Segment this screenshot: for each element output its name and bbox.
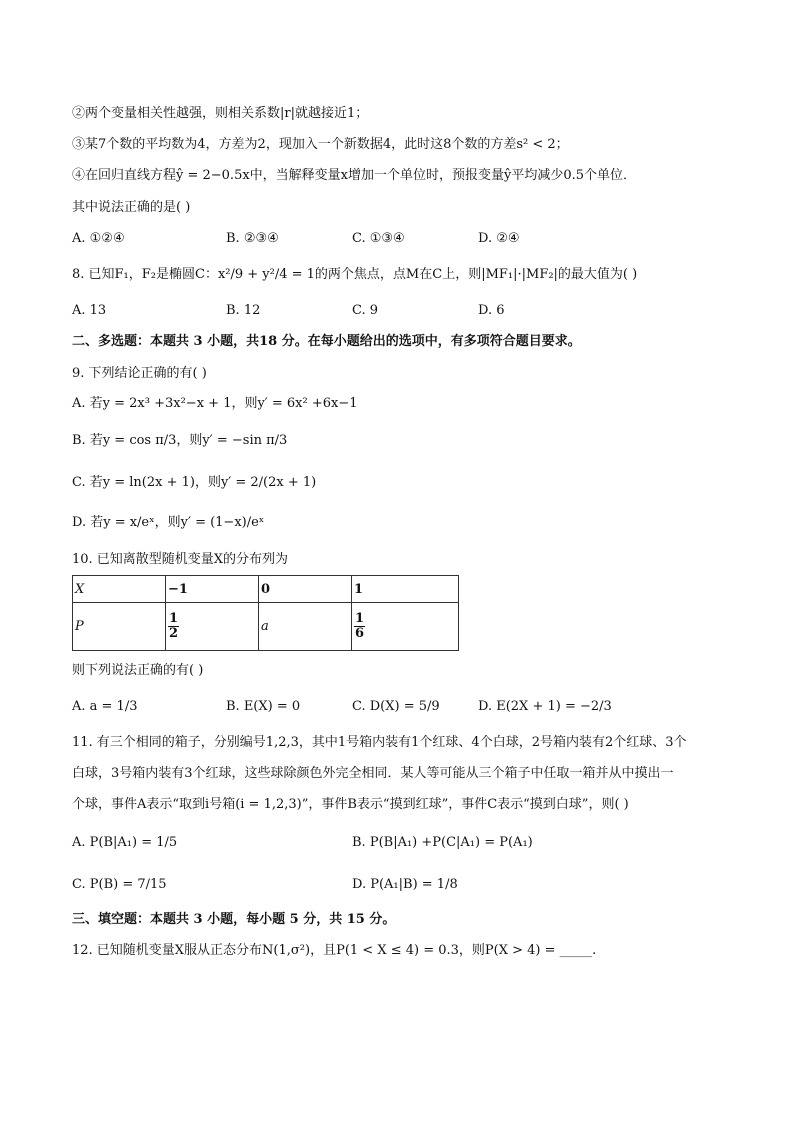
q11-options-row-2 [72, 876, 732, 898]
q7-prompt: 其中说法正确的是( ) [72, 200, 191, 215]
q11-options-row-1 [72, 834, 732, 856]
section-3-header: 三、填空题：本题共 3 小题，每小题 5 分，共 15 分。 [72, 912, 396, 927]
table-cell-p-neg1 [166, 603, 259, 651]
table-cell-value-neg1: −1 [166, 576, 259, 603]
section-2-header: 二、多选题：本题共 3 小题，共18 分。在每小题给出的选项中，有多项符合题目要求。 [72, 334, 581, 349]
q10-option-d: D. E(2X + 1) = −2/3 [478, 699, 612, 714]
fraction [354, 612, 365, 641]
q7-option-b: B. ②③④ [226, 231, 279, 246]
table-cell-p-header: P [73, 603, 166, 651]
q9-option-c: C. 若y = ln(2x + 1)，则y′ = 2/(2x + 1) [72, 475, 317, 490]
q11-line-1: 11. 有三个相同的箱子，分别编号1,2,3，其中1号箱内装有1个红球、4个白球，2号箱内装有2个红球、3个 [72, 735, 687, 750]
table-cell-value-1: 1 [352, 576, 459, 603]
q10-option-b: B. E(X) = 0 [226, 699, 301, 714]
table-cell-p-0: a [259, 603, 352, 651]
q7-option-c: C. ①③④ [352, 231, 405, 246]
q8-stem: 8. 已知F₁，F₂是椭圆C：x²/9 + y²/4 = 1的两个焦点，点M在C上，则|MF₁|·|MF₂|的最大值为( ) [72, 267, 638, 282]
q8-option-a: A. 13 [72, 303, 107, 318]
q10-stem: 10. 已知离散型随机变量X的分布列为 [72, 552, 289, 567]
q10-options [72, 698, 732, 720]
table-row [73, 576, 459, 603]
q7-option-d: D. ②④ [478, 231, 520, 246]
q11-line-3: 个球，事件A表示“取到i号箱(i = 1,2,3)”，事件B表示“摸到红球”，事件C表示“摸到白球”，则( ) [72, 797, 629, 812]
table-cell-value-0: 0 [259, 576, 352, 603]
q7-options [72, 230, 732, 252]
q11-line-2: 白球，3号箱内装有3个红球，这些球除颜色外完全相同．某人等可能从三个箱子中任取一箱并从中摸出一 [72, 766, 674, 781]
q8-options [72, 302, 732, 324]
q9-option-a: A. 若y = 2x³ +3x²−x + 1，则y′ = 6x² +6x−1 [72, 396, 358, 411]
distribution-table [72, 575, 459, 651]
q9-option-d: D. 若y = x/eˣ，则y′ = (1−x)/eˣ [72, 515, 265, 530]
table-row [73, 603, 459, 651]
q8-option-d: D. 6 [478, 303, 505, 318]
q10-option-a: A. a = 1/3 [72, 699, 138, 714]
table-cell-x-header: X [73, 576, 166, 603]
fraction-denominator: 6 [355, 626, 365, 641]
q10-option-c: C. D(X) = 5/9 [352, 699, 440, 714]
q11-option-d: D. P(A₁|B) = 1/8 [352, 877, 458, 892]
q8-option-c: C. 9 [352, 303, 379, 318]
statement-4: ④在回归直线方程ŷ = 2−0.5x中，当解释变量x增加一个单位时，预报变量ŷ平均减少0.5个单位． [72, 168, 637, 183]
q11-option-c: C. P(B) = 7/15 [72, 877, 167, 892]
fraction-numerator: 1 [355, 611, 365, 626]
q9-option-b: B. 若y = cos π/3，则y′ = −sin π/3 [72, 433, 288, 448]
q12-stem: 12. 已知随机变量X服从正态分布N(1,σ²)，且P(1 < X ≤ 4) = 0.3，则P(X > 4) = _____. [72, 943, 597, 958]
fraction-numerator: 1 [169, 611, 179, 626]
fraction-denominator: 2 [169, 626, 179, 641]
q11-option-a: A. P(B|A₁) = 1/5 [72, 835, 178, 850]
q9-stem: 9. 下列结论正确的有( ) [72, 366, 207, 381]
table-cell-p-1 [352, 603, 459, 651]
q8-option-b: B. 12 [226, 303, 261, 318]
statement-2: ②两个变量相关性越强，则相关系数|r|就越接近1； [72, 106, 369, 121]
q10-prompt: 则下列说法正确的有( ) [72, 663, 204, 678]
fraction [168, 612, 179, 641]
statement-3: ③某7个数的平均数为4，方差为2，现加入一个新数据4，此时这8个数的方差s² < 2； [72, 137, 569, 152]
q11-option-b: B. P(B|A₁) +P(C|A₁) = P(A₁) [352, 835, 533, 850]
q7-option-a: A. ①②④ [72, 231, 125, 246]
